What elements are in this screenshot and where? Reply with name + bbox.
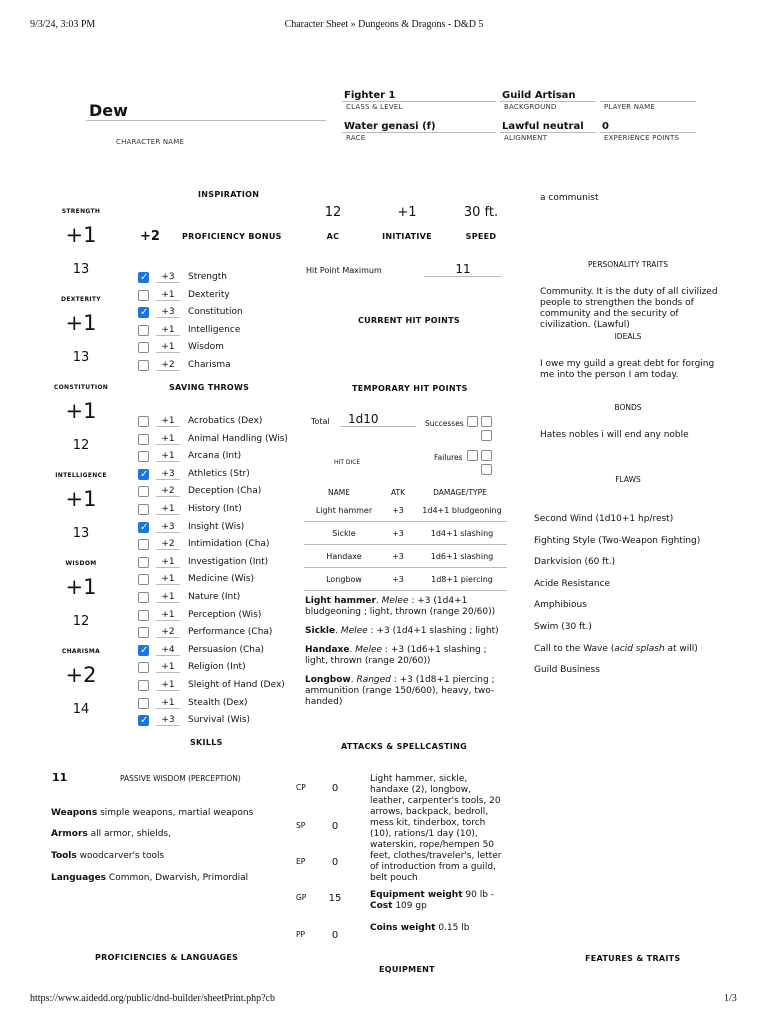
skill-row <box>138 451 308 468</box>
ability-modifier: +1 <box>65 399 97 423</box>
armor-class-value: 12 <box>324 205 342 220</box>
saving-throw-name: Wisdom <box>188 342 224 353</box>
ability-label: WISDOM <box>65 560 97 567</box>
coin-label: SP <box>296 821 306 830</box>
coin-label: CP <box>296 783 306 792</box>
character-name: Dew <box>89 101 128 120</box>
temporary-hit-points-label: TEMPORARY HIT POINTS <box>352 384 468 393</box>
print-date: 9/3/24, 3:03 PM <box>30 19 96 30</box>
feature-item: Second Wind (1d10+1 hp/rest) <box>534 514 674 524</box>
experience-points-value: 0 <box>602 121 609 132</box>
modifier-value: +1 <box>156 557 180 568</box>
modifier-value: +1 <box>156 504 180 515</box>
ability-modifier: +1 <box>65 223 97 247</box>
skill-name: Perception (Wis) <box>188 609 262 620</box>
saving-throw-name: Strength <box>188 272 227 282</box>
attack-bonus: +3 <box>392 506 404 515</box>
coin-value: 0 <box>331 930 339 941</box>
saving-throw-row <box>138 342 308 359</box>
modifier-value: +3 <box>156 715 180 726</box>
attack-damage: 1d4+1 bludgeoning <box>422 506 502 515</box>
coin-label: PP <box>296 930 306 939</box>
skill-name: Sleight of Hand (Dex) <box>188 680 285 690</box>
attack-damage: 1d4+1 slashing <box>430 529 494 538</box>
attack-name: Sickle <box>332 529 356 538</box>
skill-row <box>138 592 308 609</box>
skill-name: Survival (Wis) <box>188 715 251 726</box>
skill-row <box>138 698 308 715</box>
background-line <box>500 101 596 102</box>
passive-wisdom-value: 11 <box>52 771 68 784</box>
race-line <box>342 132 496 133</box>
equipment-list: Light hammer, sickle, handaxe (2), longbow, leather, carpenter's tools, 20 arrows, backpack, bedroll, mess kit, tinderbox, torch (10), rations/1 day (10), waterskin, rope/hempen 50 feet, clothes/traveler's, letter of introduction from a guild, belt pouch <box>370 774 502 883</box>
proficiency-bonus-label: PROFICIENCY BONUS <box>182 232 282 241</box>
skill-name: Deception (Cha) <box>188 486 262 497</box>
ability-label: DEXTERITY <box>61 296 101 303</box>
coin-value: 0 <box>331 821 339 832</box>
background-value: Guild Artisan <box>502 90 576 101</box>
saving-throw-name: Intelligence <box>188 324 241 335</box>
coin-value: 0 <box>331 857 339 868</box>
flaws-label: FLAWS <box>615 475 641 484</box>
skill-row <box>138 610 308 627</box>
death-save-failure-checkbox[interactable] <box>481 450 492 461</box>
speed-label: SPEED <box>465 232 497 241</box>
coin-value: 15 <box>328 893 342 904</box>
background-label: BACKGROUND <box>504 103 557 111</box>
skill-row <box>138 645 308 662</box>
ability-score: 13 <box>72 526 90 541</box>
skill-row <box>138 416 308 433</box>
coin-label: EP <box>296 857 306 866</box>
passive-wisdom-label: PASSIVE WISDOM (PERCEPTION) <box>120 774 241 783</box>
feature-item: Amphibious <box>534 600 587 611</box>
ideals-label: IDEALS <box>614 332 642 341</box>
attack-note: Longbow. Ranged : +3 (1d8+1 piercing ; ammunition (range 150/600), heavy, two-handed) <box>305 675 495 707</box>
skill-name: Stealth (Dex) <box>188 697 248 708</box>
attack-damage: 1d8+1 piercing <box>431 575 493 584</box>
attack-name: Longbow <box>326 575 362 584</box>
bonds-label: BONDS <box>614 403 642 412</box>
race-value: Water genasi (f) <box>344 121 436 132</box>
attack-name: Light hammer <box>315 506 373 515</box>
modifier-value: +1 <box>156 698 180 709</box>
hit-dice-label: HIT DICE <box>334 459 361 466</box>
attack-row <box>304 522 507 545</box>
attacks-spellcasting-label: ATTACKS & SPELLCASTING <box>341 742 468 751</box>
proficiency-bonus-value: +2 <box>140 229 160 244</box>
skill-row <box>138 504 308 521</box>
coin-value: 0 <box>331 783 339 794</box>
modifier-value: +1 <box>156 434 180 445</box>
print-title: Character Sheet » Dungeons & Dragons - D&D 5 <box>284 19 484 30</box>
modifier-value: +1 <box>156 574 180 585</box>
class-level-line <box>342 101 496 102</box>
death-save-failure-checkbox[interactable] <box>467 450 478 461</box>
ability-label: CONSTITUTION <box>53 384 109 391</box>
skill-row <box>138 627 308 644</box>
skill-row <box>138 715 308 732</box>
modifier-value: +1 <box>156 342 180 353</box>
skill-name: Athletics (Str) <box>188 468 250 479</box>
personality-traits-text: a communist <box>540 193 599 203</box>
tools-proficiency: Tools woodcarver's tools <box>51 851 165 861</box>
hit-point-maximum-label: Hit Point Maximum <box>306 266 382 275</box>
skill-name: Persuasion (Cha) <box>188 644 265 655</box>
ability-label: INTELLIGENCE <box>55 472 107 479</box>
saving-throws-label: SAVING THROWS <box>169 383 250 392</box>
modifier-value: +2 <box>156 360 180 371</box>
ability-modifier: +2 <box>65 663 97 687</box>
death-save-failure-checkbox[interactable] <box>481 464 492 475</box>
skill-name: Investigation (Int) <box>188 556 269 567</box>
skill-name: Performance (Cha) <box>188 627 273 638</box>
skill-name: Animal Handling (Wis) <box>188 433 288 444</box>
player-name-line <box>600 101 696 102</box>
initiative-value: +1 <box>397 205 417 220</box>
class-level-label: CLASS & LEVEL <box>346 103 403 111</box>
modifier-value: +4 <box>156 645 180 656</box>
modifier-value: +1 <box>156 416 180 427</box>
feature-item: Fighting Style (Two-Weapon Fighting) <box>534 535 701 546</box>
skill-row <box>138 557 308 574</box>
skill-row <box>138 522 308 539</box>
ability-score: 14 <box>72 702 90 717</box>
initiative-label: INITIATIVE <box>382 232 432 241</box>
death-save-success-checkbox[interactable] <box>467 416 478 427</box>
ability-score: 13 <box>72 262 90 277</box>
feature-item: Acide Resistance <box>534 578 611 589</box>
hit-point-maximum-value[interactable]: 11 <box>424 262 502 277</box>
armors-proficiency: Armors all armor, shields, <box>51 829 171 839</box>
ideals-text: Community. It is the duty of all civilized people to strengthen the bonds of community and the security of civilization. (Lawful) <box>540 287 718 330</box>
attack-bonus: +3 <box>392 575 404 584</box>
character-name-label: CHARACTER NAME <box>116 138 185 146</box>
feature-item: Darkvision (60 ft.) <box>534 557 616 568</box>
death-save-failures-label: Failures <box>434 453 463 462</box>
modifier-value: +3 <box>156 307 180 318</box>
attack-note: Sickle. Melee : +3 (1d4+1 slashing ; light) <box>305 626 499 636</box>
equipment-label: EQUIPMENT <box>379 965 435 974</box>
ability-modifier: +1 <box>65 575 97 599</box>
feature-item: Swim (30 ft.) <box>534 622 592 632</box>
saving-throw-row <box>138 290 308 307</box>
modifier-value: +2 <box>156 539 180 550</box>
skill-row <box>138 469 308 486</box>
alignment-label: ALIGNMENT <box>504 134 548 142</box>
attack-row <box>304 545 507 568</box>
hit-dice-total-value[interactable]: 1d10 <box>340 412 416 427</box>
armor-class-label: AC <box>326 232 340 241</box>
coin-label: GP <box>296 893 307 902</box>
death-save-success-checkbox[interactable] <box>481 416 492 427</box>
alignment-value: Lawful neutral <box>502 121 584 132</box>
saving-throw-name: Constitution <box>188 307 243 318</box>
ability-modifier: +1 <box>65 487 97 511</box>
modifier-value: +3 <box>156 522 180 533</box>
saving-throw-row <box>138 307 308 324</box>
modifier-value: +1 <box>156 610 180 621</box>
attack-note: Light hammer. Melee : +3 (1d4+1 bludgeoning ; light, thrown (range 20/60)) <box>305 596 496 617</box>
modifier-value: +3 <box>156 469 180 480</box>
alignment-line <box>500 132 596 133</box>
hit-dice-total-label: Total <box>311 417 330 426</box>
languages-proficiency: Languages Common, Dwarvish, Primordial <box>51 873 249 883</box>
attacks-atk-column-header: ATK <box>390 488 406 497</box>
experience-points-line <box>600 132 696 133</box>
attack-damage: 1d6+1 slashing <box>430 552 494 561</box>
saving-throw-name: Charisma <box>188 360 231 370</box>
skill-name: Religion (Int) <box>188 662 246 673</box>
skill-row <box>138 680 308 697</box>
modifier-value: +2 <box>156 627 180 638</box>
experience-points-label: EXPERIENCE POINTS <box>604 134 680 142</box>
print-url: https://www.aidedd.org/public/dnd-builder/sheetPrint.php?cb <box>30 993 275 1004</box>
bonds-text: I owe my guild a great debt for forging me into the person I am today. <box>540 359 715 380</box>
race-label: RACE <box>346 134 366 142</box>
modifier-value: +3 <box>156 272 180 283</box>
attack-notes <box>305 596 507 716</box>
modifier-value: +1 <box>156 662 180 673</box>
attacks-name-column-header: NAME <box>328 488 350 497</box>
attack-name: Handaxe <box>326 552 362 561</box>
features-traits-label: FEATURES & TRAITS <box>585 954 681 963</box>
death-save-successes-label: Successes <box>425 419 464 428</box>
ability-modifier: +1 <box>65 311 97 335</box>
ability-score: 13 <box>72 350 90 365</box>
modifier-value: +2 <box>156 486 180 497</box>
skill-name: Medicine (Wis) <box>188 574 254 585</box>
ability-score: 12 <box>72 614 90 629</box>
skill-name: Intimidation (Cha) <box>188 539 270 550</box>
feature-item: Call to the Wave (acid splash at will) <box>534 643 698 654</box>
attack-row <box>304 499 507 522</box>
saving-throw-row <box>138 325 308 342</box>
current-hit-points-label: CURRENT HIT POINTS <box>358 316 460 325</box>
speed-value: 30 ft. <box>463 205 499 220</box>
print-page-number: 1/3 <box>724 993 737 1004</box>
feature-item: Guild Business <box>534 665 600 676</box>
skill-name: Nature (Int) <box>188 592 241 602</box>
skill-name: Insight (Wis) <box>188 521 245 532</box>
skill-row <box>138 434 308 451</box>
skills-label: SKILLS <box>190 738 223 747</box>
proficiencies-label: PROFICIENCIES & LANGUAGES <box>95 953 239 962</box>
skill-row <box>138 574 308 591</box>
saving-throw-name: Dexterity <box>188 289 230 300</box>
skill-name: History (Int) <box>188 504 242 514</box>
skill-row <box>138 539 308 556</box>
skill-row <box>138 486 308 503</box>
personality-traits-label: PERSONALITY TRAITS <box>588 260 668 269</box>
weapons-proficiency: Weapons simple weapons, martial weapons <box>51 808 254 818</box>
attack-bonus: +3 <box>392 529 404 538</box>
modifier-value: +1 <box>156 592 180 603</box>
ability-score: 12 <box>72 438 90 453</box>
attack-note: Handaxe. Melee : +3 (1d6+1 slashing ; light, thrown (range 20/60)) <box>305 645 487 666</box>
ability-label: STRENGTH <box>61 208 101 215</box>
saving-throw-row <box>138 272 308 289</box>
ability-label: CHARISMA <box>61 648 101 655</box>
player-name-label: PLAYER NAME <box>604 103 656 111</box>
modifier-value: +1 <box>156 325 180 336</box>
class-level-value: Fighter 1 <box>344 90 396 101</box>
flaws-text: Hates nobles i will end any noble <box>540 430 689 440</box>
modifier-value: +1 <box>156 451 180 462</box>
attack-row <box>304 568 507 591</box>
attacks-damage-column-header: DAMAGE/TYPE <box>433 488 487 497</box>
character-name-line <box>86 120 326 121</box>
modifier-value: +1 <box>156 290 180 301</box>
inspiration-label: INSPIRATION <box>198 190 260 199</box>
modifier-value: +1 <box>156 680 180 691</box>
saving-throw-row <box>138 360 308 377</box>
skill-name: Arcana (Int) <box>188 451 242 462</box>
attack-bonus: +3 <box>392 552 404 561</box>
skill-name: Acrobatics (Dex) <box>188 416 263 426</box>
death-save-success-checkbox[interactable] <box>481 430 492 441</box>
equipment-weight: Equipment weight 90 lb - Cost 109 gp <box>370 890 495 911</box>
skill-row <box>138 662 308 679</box>
coins-weight: Coins weight 0.15 lb <box>370 923 470 933</box>
